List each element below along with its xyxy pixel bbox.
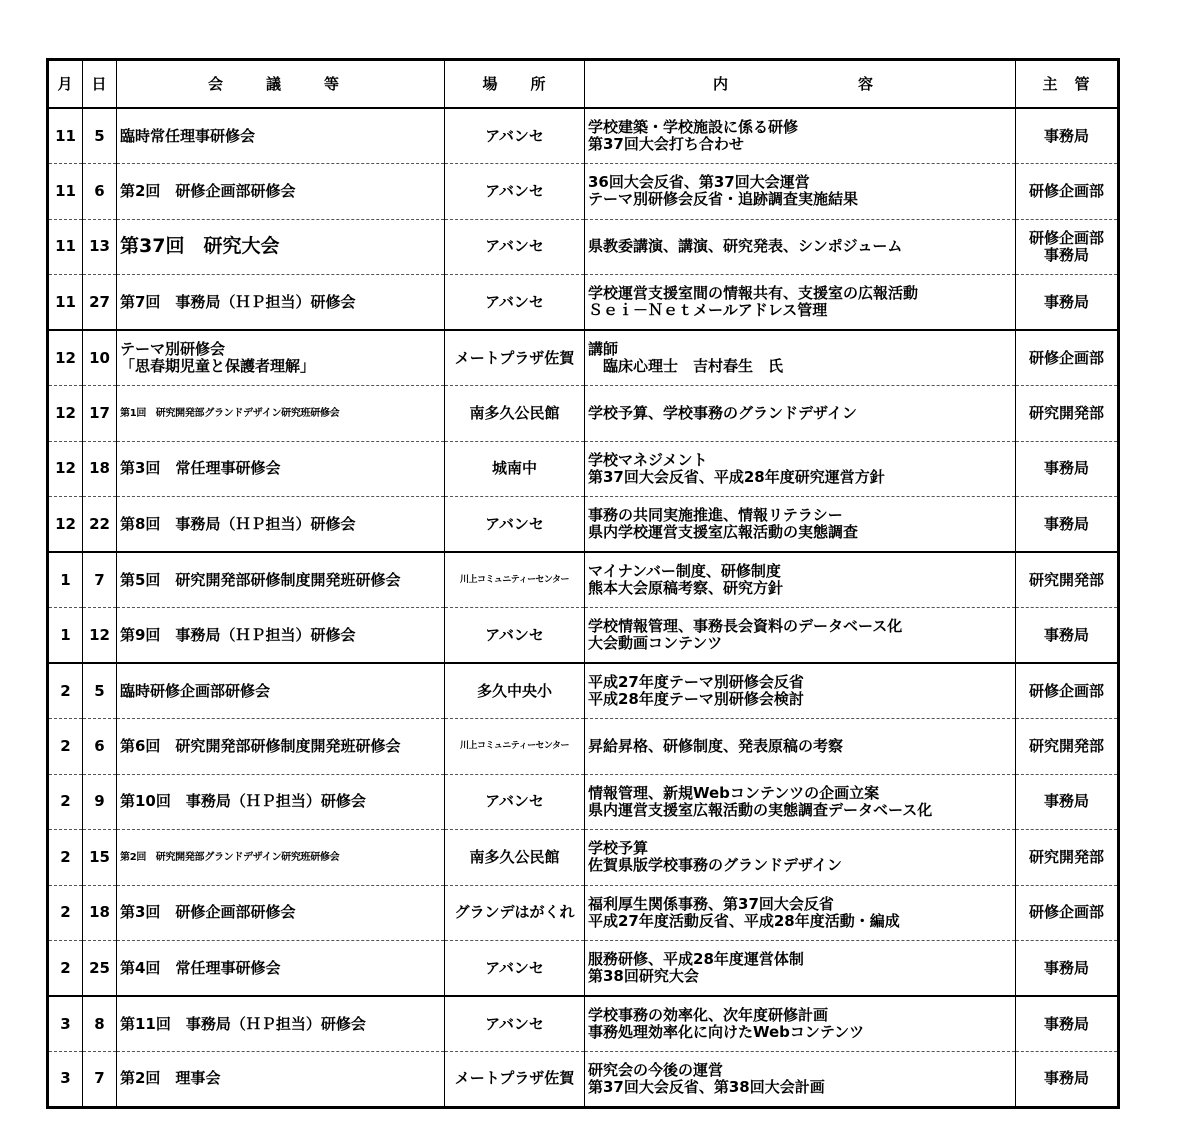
organizer-line: 事務局 (1043, 1069, 1089, 1088)
content-line: 学校マネジメント (588, 450, 708, 469)
meeting-name: 第8回 事務局（ＨＰ担当）研修会 (120, 514, 356, 533)
meeting-name-cell (117, 219, 445, 275)
month-cell: 2 (48, 941, 83, 997)
header-month: 月 (48, 60, 83, 109)
day-cell: 6 (83, 719, 117, 775)
day-cell: 6 (83, 164, 117, 220)
month-cell: 11 (48, 164, 83, 220)
meeting-name: 第3回 研修企画部研修会 (120, 903, 296, 922)
content-line: テーマ別研修会反省・追跡調査実施結果 (588, 190, 859, 209)
content-line: 学校事務の効率化、次年度研修計画 (588, 1006, 829, 1024)
header-content: 内 容 (585, 60, 1016, 109)
day-cell: 15 (83, 830, 117, 886)
table-row (48, 608, 1119, 664)
content-cell (585, 663, 1016, 719)
place-cell: 南多久公民館 (445, 830, 585, 886)
organizer-line: 研究開発部 (1028, 403, 1104, 422)
place-cell: アバンセ (445, 108, 585, 164)
meeting-name: 臨時常任理事研修会 (120, 126, 256, 145)
organizer-line: 事務局 (1043, 126, 1089, 145)
month-cell: 2 (48, 885, 83, 941)
day-cell: 5 (83, 663, 117, 719)
meeting-name: 第3回 常任理事研修会 (120, 459, 281, 478)
day-cell: 22 (83, 497, 117, 553)
place-cell: メートプラザ佐賀 (445, 330, 585, 386)
organizer-cell (1016, 386, 1119, 442)
content-line: 佐賀県版学校事務のグランドデザイン (588, 856, 842, 875)
organizer-cell (1016, 497, 1119, 553)
organizer-line: 事務局 (1043, 1014, 1089, 1033)
place-cell: メートプラザ佐賀 (445, 1052, 585, 1108)
organizer-cell (1016, 885, 1119, 941)
place-cell: アバンセ (445, 219, 585, 275)
place-cell: アバンセ (445, 164, 585, 220)
meeting-name-cell (117, 108, 445, 164)
month-cell: 11 (48, 275, 83, 331)
content-cell (585, 608, 1016, 664)
meeting-name-cell (117, 719, 445, 775)
content-cell (585, 164, 1016, 220)
place-cell: 川上コミュニティーセンター (445, 719, 585, 775)
table-row (48, 885, 1119, 941)
organizer-line: 事務局 (1043, 625, 1089, 644)
organizer-cell (1016, 941, 1119, 997)
organizer-line: 事務局 (1043, 292, 1089, 311)
content-line: 学校予算、学校事務のグランドデザイン (588, 403, 857, 422)
day-cell: 7 (83, 1052, 117, 1108)
meeting-name: 第5回 研究開発部研修制度開発班研修会 (120, 570, 401, 589)
month-cell: 11 (48, 219, 83, 275)
content-cell (585, 441, 1016, 497)
content-line: 臨床心理士 吉村春生 氏 (588, 357, 784, 375)
content-cell (585, 386, 1016, 442)
meeting-name-cell (117, 885, 445, 941)
table-row (48, 164, 1119, 220)
meeting-name-cell (117, 497, 445, 553)
meeting-name: 第10回 事務局（ＨＰ担当）研修会 (120, 792, 366, 811)
table-row (48, 774, 1119, 830)
table-row (48, 941, 1119, 997)
organizer-cell (1016, 108, 1119, 164)
meeting-name: 第1回 研究開発部グランドデザイン研究班研修会 (120, 407, 340, 419)
day-cell: 10 (83, 330, 117, 386)
organizer-cell (1016, 552, 1119, 608)
organizer-line: 研修企画部 (1028, 903, 1104, 922)
organizer-cell (1016, 1052, 1119, 1108)
table-row (48, 275, 1119, 331)
content-cell (585, 719, 1016, 775)
organizer-line: 研修企画部 (1028, 348, 1104, 367)
month-cell: 1 (48, 552, 83, 608)
organizer-cell (1016, 996, 1119, 1052)
place-cell: アバンセ (445, 941, 585, 997)
month-cell: 1 (48, 608, 83, 664)
month-cell: 3 (48, 1052, 83, 1108)
organizer-line: 研修企画部 (1028, 681, 1104, 700)
table-row (48, 663, 1119, 719)
content-line: 第38回研究大会 (588, 967, 699, 985)
schedule-body (48, 108, 1119, 1107)
meeting-name: 第6回 研究開発部研修制度開発班研修会 (120, 736, 401, 755)
month-cell: 3 (48, 996, 83, 1052)
organizer-cell (1016, 830, 1119, 886)
table-row (48, 108, 1119, 164)
organizer-cell (1016, 663, 1119, 719)
day-cell: 7 (83, 552, 117, 608)
place-cell: アバンセ (445, 275, 585, 331)
place-cell: グランデはがくれ (445, 885, 585, 941)
table-row (48, 330, 1119, 386)
organizer-cell (1016, 164, 1119, 220)
meeting-name-cell (117, 608, 445, 664)
organizer-cell (1016, 219, 1119, 275)
content-cell (585, 1052, 1016, 1108)
day-cell: 17 (83, 386, 117, 442)
meeting-name: テーマ別研修会 「思春期児童と保護者理解」 (120, 340, 316, 375)
content-line: 第37回大会反省、第38回大会計画 (588, 1077, 825, 1096)
organizer-cell (1016, 608, 1119, 664)
organizer-line: 事務局 (1043, 514, 1089, 533)
content-line: 第37回大会反省、平成28年度研究運営方針 (588, 467, 885, 486)
meeting-name-cell (117, 996, 445, 1052)
day-cell: 13 (83, 219, 117, 275)
place-cell: 多久中央小 (445, 663, 585, 719)
month-cell: 12 (48, 441, 83, 497)
content-cell (585, 219, 1016, 275)
content-cell (585, 996, 1016, 1052)
month-cell: 12 (48, 497, 83, 553)
meeting-name-cell (117, 330, 445, 386)
header-organizer: 主 管 (1016, 60, 1119, 109)
table-row (48, 219, 1119, 275)
meeting-name: 第9回 事務局（ＨＰ担当）研修会 (120, 625, 356, 644)
content-line: 大会動画コンテンツ (588, 634, 723, 652)
place-cell: アバンセ (445, 774, 585, 830)
day-cell: 5 (83, 108, 117, 164)
place-cell: 城南中 (445, 441, 585, 497)
meeting-name-cell (117, 663, 445, 719)
content-line: 昇給昇格、研修制度、発表原稿の考察 (588, 736, 844, 755)
meeting-name: 第2回 理事会 (120, 1069, 221, 1088)
content-cell (585, 885, 1016, 941)
meeting-name: 臨時研修企画部研修会 (120, 681, 271, 700)
month-cell: 2 (48, 663, 83, 719)
organizer-line: 研究開発部 (1028, 847, 1104, 866)
table-row (48, 386, 1119, 442)
header-place: 場 所 (445, 60, 585, 109)
content-line: 情報管理、新規Webコンテンツの企画立案 (588, 783, 880, 802)
content-line: 平成28年度テーマ別研修会検討 (588, 690, 804, 708)
month-cell: 2 (48, 774, 83, 830)
month-cell: 2 (48, 830, 83, 886)
table-row (48, 1052, 1119, 1108)
meeting-name-cell (117, 164, 445, 220)
organizer-line: 研修企画部 (1028, 181, 1104, 200)
content-line: 県教委講演、講演、研究発表、シンポジューム (588, 237, 903, 256)
meeting-name-cell (117, 1052, 445, 1108)
content-line: 服務研修、平成28年度運営体制 (588, 950, 804, 968)
meeting-name: 第4回 常任理事研修会 (120, 958, 281, 977)
table-row (48, 830, 1119, 886)
meeting-name-cell (117, 830, 445, 886)
organizer-cell (1016, 275, 1119, 331)
month-cell: 11 (48, 108, 83, 164)
content-line: 学校建築・学校施設に係る研修 (588, 118, 799, 136)
organizer-line: 事務局 (1043, 792, 1089, 811)
day-cell: 8 (83, 996, 117, 1052)
content-line: 事務の共同実施推進、情報リテラシー (588, 506, 843, 524)
month-cell: 12 (48, 330, 83, 386)
table-row (48, 552, 1119, 608)
content-cell (585, 774, 1016, 830)
organizer-line: 事務局 (1043, 245, 1089, 264)
meeting-name: 第11回 事務局（ＨＰ担当）研修会 (120, 1014, 366, 1033)
organizer-cell (1016, 441, 1119, 497)
content-cell (585, 330, 1016, 386)
organizer-cell (1016, 330, 1119, 386)
day-cell: 18 (83, 441, 117, 497)
schedule-table (46, 58, 1120, 1109)
content-line: 事務処理効率化に向けたWebコンテンツ (588, 1023, 865, 1041)
meeting-name-cell (117, 552, 445, 608)
table-row (48, 719, 1119, 775)
place-cell: 南多久公民館 (445, 386, 585, 442)
organizer-line: 事務局 (1043, 958, 1089, 977)
content-line: 平成27年度活動反省、平成28年度活動・編成 (588, 911, 900, 930)
place-cell: アバンセ (445, 608, 585, 664)
content-line: 研究会の今後の運営 (588, 1060, 724, 1079)
table-row (48, 996, 1119, 1052)
content-line: Ｓｅｉ－Ｎｅｔメールアドレス管理 (588, 301, 828, 319)
organizer-line: 研究開発部 (1028, 736, 1104, 755)
day-cell: 18 (83, 885, 117, 941)
day-cell: 9 (83, 774, 117, 830)
meeting-name-cell (117, 441, 445, 497)
organizer-line: 事務局 (1043, 459, 1089, 478)
content-line: 平成27年度テーマ別研修会反省 (588, 673, 804, 691)
content-line: 福利厚生関係事務、第37回大会反省 (588, 894, 834, 913)
meeting-name-cell (117, 941, 445, 997)
organizer-cell (1016, 774, 1119, 830)
content-line: 学校予算 (588, 839, 649, 858)
organizer-cell (1016, 719, 1119, 775)
day-cell: 25 (83, 941, 117, 997)
meeting-name: 第2回 研修企画部研修会 (120, 181, 296, 200)
table-row (48, 441, 1119, 497)
organizer-line: 研修企画部 (1028, 228, 1104, 247)
meeting-name: 第7回 事務局（ＨＰ担当）研修会 (120, 292, 356, 311)
header-day: 日 (83, 60, 117, 109)
content-line: 学校運営支援室間の情報共有、支援室の広報活動 (588, 284, 919, 302)
organizer-line: 研究開発部 (1028, 570, 1104, 589)
table-row (48, 497, 1119, 553)
content-cell (585, 497, 1016, 553)
day-cell: 27 (83, 275, 117, 331)
place-cell: アバンセ (445, 996, 585, 1052)
content-line: マイナンバー制度、研修制度 (588, 562, 781, 580)
meeting-name-cell (117, 386, 445, 442)
day-cell: 12 (83, 608, 117, 664)
content-cell (585, 108, 1016, 164)
meeting-name-cell (117, 774, 445, 830)
place-cell: アバンセ (445, 497, 585, 553)
content-cell (585, 830, 1016, 886)
content-line: 学校情報管理、事務長会資料のデータベース化 (588, 617, 903, 635)
meeting-name: 第37回 研究大会 (120, 235, 280, 258)
content-line: 県内運営支援室広報活動の実態調査データベース化 (588, 800, 933, 819)
header-meeting: 会 議 等 (117, 60, 445, 109)
place-cell: 川上コミュニティーセンター (445, 552, 585, 608)
header-row (48, 60, 1119, 109)
content-line: 県内学校運営支援室広報活動の実態調査 (588, 523, 859, 541)
content-line: 36回大会反省、第37回大会運営 (588, 173, 810, 192)
content-cell (585, 275, 1016, 331)
content-line: 講師 (588, 340, 619, 358)
meeting-name-cell (117, 275, 445, 331)
content-cell (585, 941, 1016, 997)
content-line: 熊本大会原稿考察、研究方針 (588, 579, 784, 597)
content-line: 第37回大会打ち合わせ (588, 135, 744, 153)
month-cell: 12 (48, 386, 83, 442)
meeting-name: 第2回 研究開発部グランドデザイン研究班研修会 (120, 851, 340, 863)
month-cell: 2 (48, 719, 83, 775)
content-cell (585, 552, 1016, 608)
